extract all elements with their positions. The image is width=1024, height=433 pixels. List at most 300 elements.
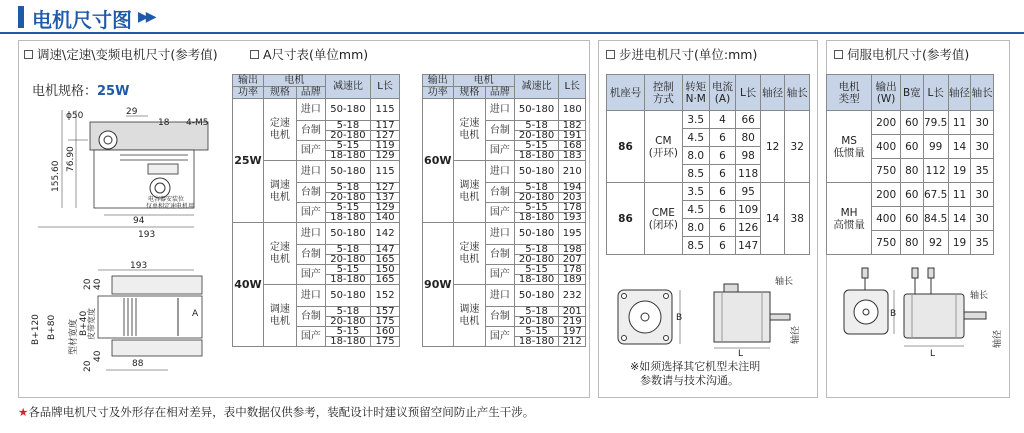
ratio-cell: 5-18: [514, 121, 559, 131]
heading-motor-text: 调速\定速\变频电机尺寸(参考值): [37, 47, 218, 62]
motor-type-cell: [453, 285, 486, 347]
motor-type-line2: 电机: [459, 129, 480, 141]
ratio-cell: 5-18: [325, 245, 370, 255]
length-cell: 127: [371, 131, 400, 141]
length-cell: 175: [371, 317, 400, 327]
ratio-cell: 20-180: [514, 317, 559, 327]
value-cell: 60: [901, 111, 924, 135]
ratio-cell: 18-180: [514, 151, 559, 161]
servo-shaft-dia: 轴径: [993, 329, 1003, 348]
motor-type-cell: [453, 99, 486, 161]
value-cell: 60: [901, 183, 924, 207]
power-cell: 60W: [423, 99, 454, 223]
dim-88: 88: [132, 359, 144, 369]
value-cell: 112: [923, 159, 948, 183]
motor-type-line1: 定速: [459, 117, 480, 129]
shaft-dia-cell: 14: [760, 183, 785, 255]
value-cell: 6: [709, 237, 736, 255]
length-cell: 183: [559, 151, 586, 161]
ratio-cell: 18-180: [325, 275, 370, 285]
length-cell: 160: [371, 327, 400, 337]
ratio-cell: 18-180: [325, 213, 370, 223]
table-row: [827, 111, 994, 135]
ratio-cell: 5-18: [325, 183, 370, 193]
stepper-table-body: [607, 111, 810, 255]
stepper-drawing: [612, 276, 812, 356]
brand-cell: 国产: [296, 265, 325, 285]
length-cell: 180: [559, 99, 586, 121]
table-row: [423, 223, 586, 245]
th-output: [233, 75, 264, 87]
servo-type-line2: 高惯量: [833, 218, 865, 231]
motor-dimension-drawing: [28, 100, 228, 385]
brand-cell: 台制: [486, 307, 515, 327]
th-motor-r: 电机: [453, 75, 514, 87]
th-torque-1: 转矩: [685, 80, 707, 93]
value-cell: 14: [948, 207, 971, 231]
ratio-cell: 5-18: [514, 183, 559, 193]
table-row: [233, 99, 400, 121]
length-cell: 115: [371, 161, 400, 183]
ratio-cell: 5-15: [514, 265, 559, 275]
th-servo-out-2: (W): [876, 92, 896, 105]
value-cell: 19: [948, 159, 971, 183]
length-cell: 150: [371, 265, 400, 275]
value-cell: 400: [872, 135, 901, 159]
ctrl-line1: CME: [651, 206, 675, 219]
table-row: [607, 183, 810, 201]
brand-cell: 进口: [296, 161, 325, 183]
dim-b80: B+80: [47, 314, 57, 340]
motor-type-line1: 调速: [269, 303, 290, 315]
profile-width: 型材宽度: [69, 318, 79, 355]
ratio-cell: 20-180: [325, 255, 370, 265]
th-power: 功率: [233, 87, 264, 99]
motor-type-cell: [263, 99, 296, 161]
th-servo-l: L长: [923, 75, 948, 111]
th-l: L长: [736, 75, 761, 111]
th-torque: [682, 75, 709, 111]
footer-note: [18, 404, 534, 420]
th-seat: 机座号: [607, 75, 645, 111]
servo-table: [826, 74, 994, 255]
length-cell: 191: [559, 131, 586, 141]
motor-type-line2: 电机: [269, 253, 290, 265]
ratio-cell: 20-180: [514, 255, 559, 265]
value-cell: 19: [948, 231, 971, 255]
ratio-cell: 5-18: [514, 245, 559, 255]
square-icon: [250, 50, 259, 59]
step-shaft-dia: 轴径: [791, 325, 801, 344]
value-cell: 80: [736, 129, 761, 147]
dim-b40: B+40: [79, 310, 89, 336]
value-cell: 8.0: [682, 147, 709, 165]
power-cell: 25W: [233, 99, 264, 223]
length-cell: 197: [559, 327, 586, 337]
value-cell: 8.5: [682, 237, 709, 255]
th-brand: 品牌: [296, 87, 325, 99]
value-cell: 4.5: [682, 129, 709, 147]
th-servo-type: [827, 75, 872, 111]
value-cell: 60: [901, 135, 924, 159]
section-heading-motor: [24, 45, 218, 63]
motor-type-line2: 电机: [459, 315, 480, 327]
servo-shaft-len: 轴长: [970, 291, 989, 301]
value-cell: 118: [736, 165, 761, 183]
dim-d50: ϕ50: [66, 111, 84, 121]
motor-type-line1: 定速: [269, 241, 290, 253]
length-cell: 127: [371, 183, 400, 193]
brand-cell: 国产: [296, 203, 325, 223]
length-cell: 157: [371, 307, 400, 317]
motor-type-line2: 电机: [269, 315, 290, 327]
length-cell: 137: [371, 193, 400, 203]
brand-cell: 进口: [296, 285, 325, 307]
ratio-cell: 18-180: [325, 337, 370, 347]
ratio-cell: 20-180: [514, 131, 559, 141]
brand-cell: 进口: [486, 223, 515, 245]
th-current-2: (A): [714, 92, 731, 105]
ctrl-line2: (闭环): [648, 218, 678, 231]
length-cell: 142: [371, 223, 400, 245]
th-servo-out: [872, 75, 901, 111]
ratio-cell: 20-180: [325, 193, 370, 203]
length-cell: 189: [559, 275, 586, 285]
th-ctrl: [644, 75, 682, 111]
brand-cell: 台制: [486, 121, 515, 141]
value-cell: 80: [901, 159, 924, 183]
title-marker: [18, 6, 24, 28]
brand-cell: 国产: [486, 141, 515, 161]
ratio-cell: 5-18: [325, 307, 370, 317]
table-row: [827, 183, 994, 207]
ratio-cell: 50-180: [325, 223, 370, 245]
value-cell: 750: [872, 231, 901, 255]
ratio-cell: 20-180: [325, 317, 370, 327]
dim-4m5: 4-M5: [186, 118, 209, 128]
ratio-cell: 50-180: [514, 161, 559, 183]
length-cell: 195: [559, 223, 586, 245]
th-ctrl-1: 控制: [652, 80, 674, 93]
power-cell: 40W: [233, 223, 264, 347]
ratio-cell: 5-18: [325, 121, 370, 131]
seat-cell: 86: [607, 111, 645, 183]
th-torque-2: N·M: [685, 92, 706, 105]
length-cell: 175: [371, 337, 400, 347]
length-cell: 219: [559, 317, 586, 327]
servo-dim-b: B: [890, 309, 897, 319]
length-cell: 182: [559, 121, 586, 131]
length-cell: 147: [371, 245, 400, 255]
ratio-cell: 5-15: [514, 141, 559, 151]
brand-cell: 国产: [296, 141, 325, 161]
value-cell: 6: [709, 183, 736, 201]
length-cell: 201: [559, 307, 586, 317]
th-servo-b: B宽: [901, 75, 924, 111]
ctrl-cell: [644, 183, 682, 255]
brand-cell: 进口: [486, 99, 515, 121]
ratio-cell: 5-15: [325, 327, 370, 337]
length-cell: 207: [559, 255, 586, 265]
th-ratio-r: 减速比: [514, 75, 559, 99]
servo-table-body: [827, 111, 994, 255]
value-cell: 6: [709, 201, 736, 219]
length-cell: 168: [559, 141, 586, 151]
brand-cell: 台制: [486, 183, 515, 203]
dim-a: A: [192, 309, 199, 319]
th-length: L长: [371, 75, 400, 99]
cap-note1: 电容器安装位: [148, 196, 185, 203]
length-cell: 152: [371, 285, 400, 307]
dim-193b: 193: [130, 261, 148, 271]
length-cell: 210: [559, 161, 586, 183]
ratio-cell: 5-18: [514, 307, 559, 317]
stepper-note-1: ※如须选择其它机型未注明: [630, 360, 761, 373]
star-icon: ★: [18, 405, 29, 419]
a-table-right-body: [423, 99, 586, 347]
value-cell: 79.5: [923, 111, 948, 135]
motor-spec-value: 25W: [97, 84, 130, 99]
a-table-left-body: [233, 99, 400, 347]
shaft-dia-cell: 12: [760, 111, 785, 183]
brand-cell: 台制: [296, 245, 325, 265]
servo-dim-l: L: [930, 349, 936, 359]
brand-cell: 国产: [486, 327, 515, 347]
ratio-cell: 18-180: [514, 275, 559, 285]
th-ctrl-2: 方式: [652, 92, 674, 105]
motor-type-cell: [453, 161, 486, 223]
value-cell: 6: [709, 147, 736, 165]
value-cell: 3.5: [682, 183, 709, 201]
double-arrow-icon: ▶▶: [138, 9, 154, 25]
brand-cell: 进口: [296, 99, 325, 121]
value-cell: 84.5: [923, 207, 948, 231]
value-cell: 30: [971, 111, 994, 135]
th-current: [709, 75, 736, 111]
value-cell: 147: [736, 237, 761, 255]
motor-type-cell: [263, 223, 296, 285]
dim-18: 18: [158, 118, 170, 128]
motor-type-line2: 电机: [459, 253, 480, 265]
ratio-cell: 50-180: [514, 99, 559, 121]
servo-type-cell: [827, 111, 872, 183]
th-output-1: 输出: [237, 75, 258, 86]
ratio-cell: 5-15: [325, 265, 370, 275]
value-cell: 3.5: [682, 111, 709, 129]
brand-cell: 进口: [486, 285, 515, 307]
stepper-heading-text: 步进电机尺寸(单位:mm): [619, 47, 758, 62]
value-cell: 200: [872, 111, 901, 135]
motor-spec-label: 电机规格：: [32, 84, 98, 99]
value-cell: 66: [736, 111, 761, 129]
brand-cell: 国产: [486, 203, 515, 223]
step-dim-l: L: [738, 349, 744, 356]
motor-spec: [32, 80, 129, 99]
length-cell: 232: [559, 285, 586, 307]
th-ratio: 减速比: [325, 75, 370, 99]
length-cell: 119: [371, 141, 400, 151]
section-heading-a-table: [250, 45, 368, 63]
step-dim-b: B: [676, 313, 683, 323]
motor-type-cell: [263, 285, 296, 347]
section-heading-stepper: [606, 45, 757, 63]
value-cell: 109: [736, 201, 761, 219]
dim-20b: 20: [83, 360, 93, 372]
value-cell: 400: [872, 207, 901, 231]
value-cell: 30: [971, 135, 994, 159]
value-cell: 750: [872, 159, 901, 183]
shaft-len-cell: 32: [785, 111, 810, 183]
brand-cell: 进口: [296, 223, 325, 245]
value-cell: 30: [971, 207, 994, 231]
value-cell: 8.5: [682, 165, 709, 183]
dim-193a: 193: [138, 230, 156, 240]
th-servo-out-1: 输出: [875, 80, 897, 93]
section-heading-servo: [834, 45, 969, 63]
servo-heading-text: 伺服电机尺寸(参考值): [847, 47, 970, 62]
servo-type-line2: 低惯量: [833, 146, 865, 159]
ctrl-line2: (开环): [648, 146, 678, 159]
dim-94: 94: [133, 216, 145, 226]
motor-type-cell: [263, 161, 296, 223]
ratio-cell: 5-15: [325, 141, 370, 151]
length-cell: 165: [371, 255, 400, 265]
stepper-table: [606, 74, 810, 255]
value-cell: 6: [709, 129, 736, 147]
square-icon: [606, 50, 615, 59]
th-spec-r: 规格: [453, 87, 486, 99]
ratio-cell: 50-180: [325, 161, 370, 183]
ratio-cell: 50-180: [325, 285, 370, 307]
th-motor: 电机: [263, 75, 325, 87]
dim-40b: 40: [93, 350, 103, 362]
dim-20a: 20: [83, 278, 93, 290]
ratio-cell: 50-180: [514, 285, 559, 307]
brand-cell: 进口: [486, 161, 515, 183]
dim-76: 76.90: [66, 146, 76, 172]
th-shaft-dia: 轴径: [760, 75, 785, 111]
ctrl-line1: CM: [655, 134, 672, 147]
length-cell: 194: [559, 183, 586, 193]
shaft-len-cell: 38: [785, 183, 810, 255]
brand-cell: 国产: [486, 265, 515, 285]
servo-type-line1: MH: [840, 206, 858, 219]
ratio-cell: 5-15: [325, 203, 370, 213]
servo-drawing: [834, 264, 1010, 364]
servo-type-cell: [827, 183, 872, 255]
value-cell: 4.5: [682, 201, 709, 219]
value-cell: 80: [901, 231, 924, 255]
seat-cell: 86: [607, 183, 645, 255]
length-cell: 178: [559, 203, 586, 213]
motor-type-line2: 电机: [269, 129, 290, 141]
th-servo-sd: 轴径: [948, 75, 971, 111]
length-cell: 140: [371, 213, 400, 223]
table-row: [607, 111, 810, 129]
motor-type-line2: 电机: [459, 191, 480, 203]
stepper-note: [630, 360, 760, 388]
ratio-cell: 20-180: [514, 193, 559, 203]
length-cell: 178: [559, 265, 586, 275]
a-table-right: [422, 74, 586, 347]
length-cell: 193: [559, 213, 586, 223]
value-cell: 6: [709, 165, 736, 183]
value-cell: 14: [948, 135, 971, 159]
ratio-cell: 18-180: [514, 213, 559, 223]
motor-type-cell: [453, 223, 486, 285]
belt-width: 皮带宽度: [87, 308, 96, 340]
a-table-left: [232, 74, 400, 347]
th-current-1: 电流: [711, 80, 733, 93]
ratio-cell: 18-180: [325, 151, 370, 161]
ratio-cell: 5-15: [514, 327, 559, 337]
value-cell: 126: [736, 219, 761, 237]
th-spec: 规格: [263, 87, 296, 99]
cap-note2: 仅单相定速电机用: [146, 203, 195, 210]
table-row: [423, 99, 586, 121]
dim-b120: B+120: [31, 314, 41, 345]
brand-cell: 台制: [296, 183, 325, 203]
value-cell: 98: [736, 147, 761, 165]
ratio-cell: 18-180: [514, 337, 559, 347]
heading-a-text: A尺寸表(单位mm): [263, 47, 369, 62]
value-cell: 35: [971, 231, 994, 255]
brand-cell: 国产: [296, 327, 325, 347]
brand-cell: 台制: [486, 245, 515, 265]
ratio-cell: 20-180: [325, 131, 370, 141]
value-cell: 60: [901, 207, 924, 231]
brand-cell: 台制: [296, 121, 325, 141]
square-icon: [834, 50, 843, 59]
length-cell: 203: [559, 193, 586, 203]
length-cell: 115: [371, 99, 400, 121]
value-cell: 99: [923, 135, 948, 159]
power-cell: 90W: [423, 223, 454, 347]
ratio-cell: 5-15: [514, 203, 559, 213]
ratio-cell: 50-180: [325, 99, 370, 121]
ctrl-cell: [644, 111, 682, 183]
length-cell: 117: [371, 121, 400, 131]
length-cell: 129: [371, 203, 400, 213]
motor-type-line2: 电机: [269, 191, 290, 203]
dim-40a: 40: [93, 278, 103, 290]
value-cell: 11: [948, 111, 971, 135]
servo-type-line1: MS: [841, 134, 857, 147]
value-cell: 30: [971, 183, 994, 207]
th-output-r: 输出: [423, 75, 454, 87]
value-cell: 35: [971, 159, 994, 183]
motor-type-line1: 调速: [459, 303, 480, 315]
dim-29: 29: [126, 107, 138, 117]
th-shaft-len: 轴长: [785, 75, 810, 111]
th-servo-type-1: 电机: [838, 80, 860, 93]
motor-type-line1: 调速: [269, 179, 290, 191]
value-cell: 95: [736, 183, 761, 201]
value-cell: 4: [709, 111, 736, 129]
motor-type-line1: 定速: [269, 117, 290, 129]
motor-type-line1: 定速: [459, 241, 480, 253]
footer-text: 各品牌电机尺寸及外形存在相对差异，表中数据仅供参考，装配设计时建议预留空间防止产生干涉。: [28, 405, 535, 419]
length-cell: 165: [371, 275, 400, 285]
length-cell: 198: [559, 245, 586, 255]
square-icon: [24, 50, 33, 59]
length-cell: 129: [371, 151, 400, 161]
step-shaft-len: 轴长: [775, 277, 794, 287]
ratio-cell: 50-180: [514, 223, 559, 245]
th-servo-type-2: 类型: [838, 92, 860, 105]
th-servo-sl: 轴长: [971, 75, 994, 111]
motor-type-line1: 调速: [459, 179, 480, 191]
